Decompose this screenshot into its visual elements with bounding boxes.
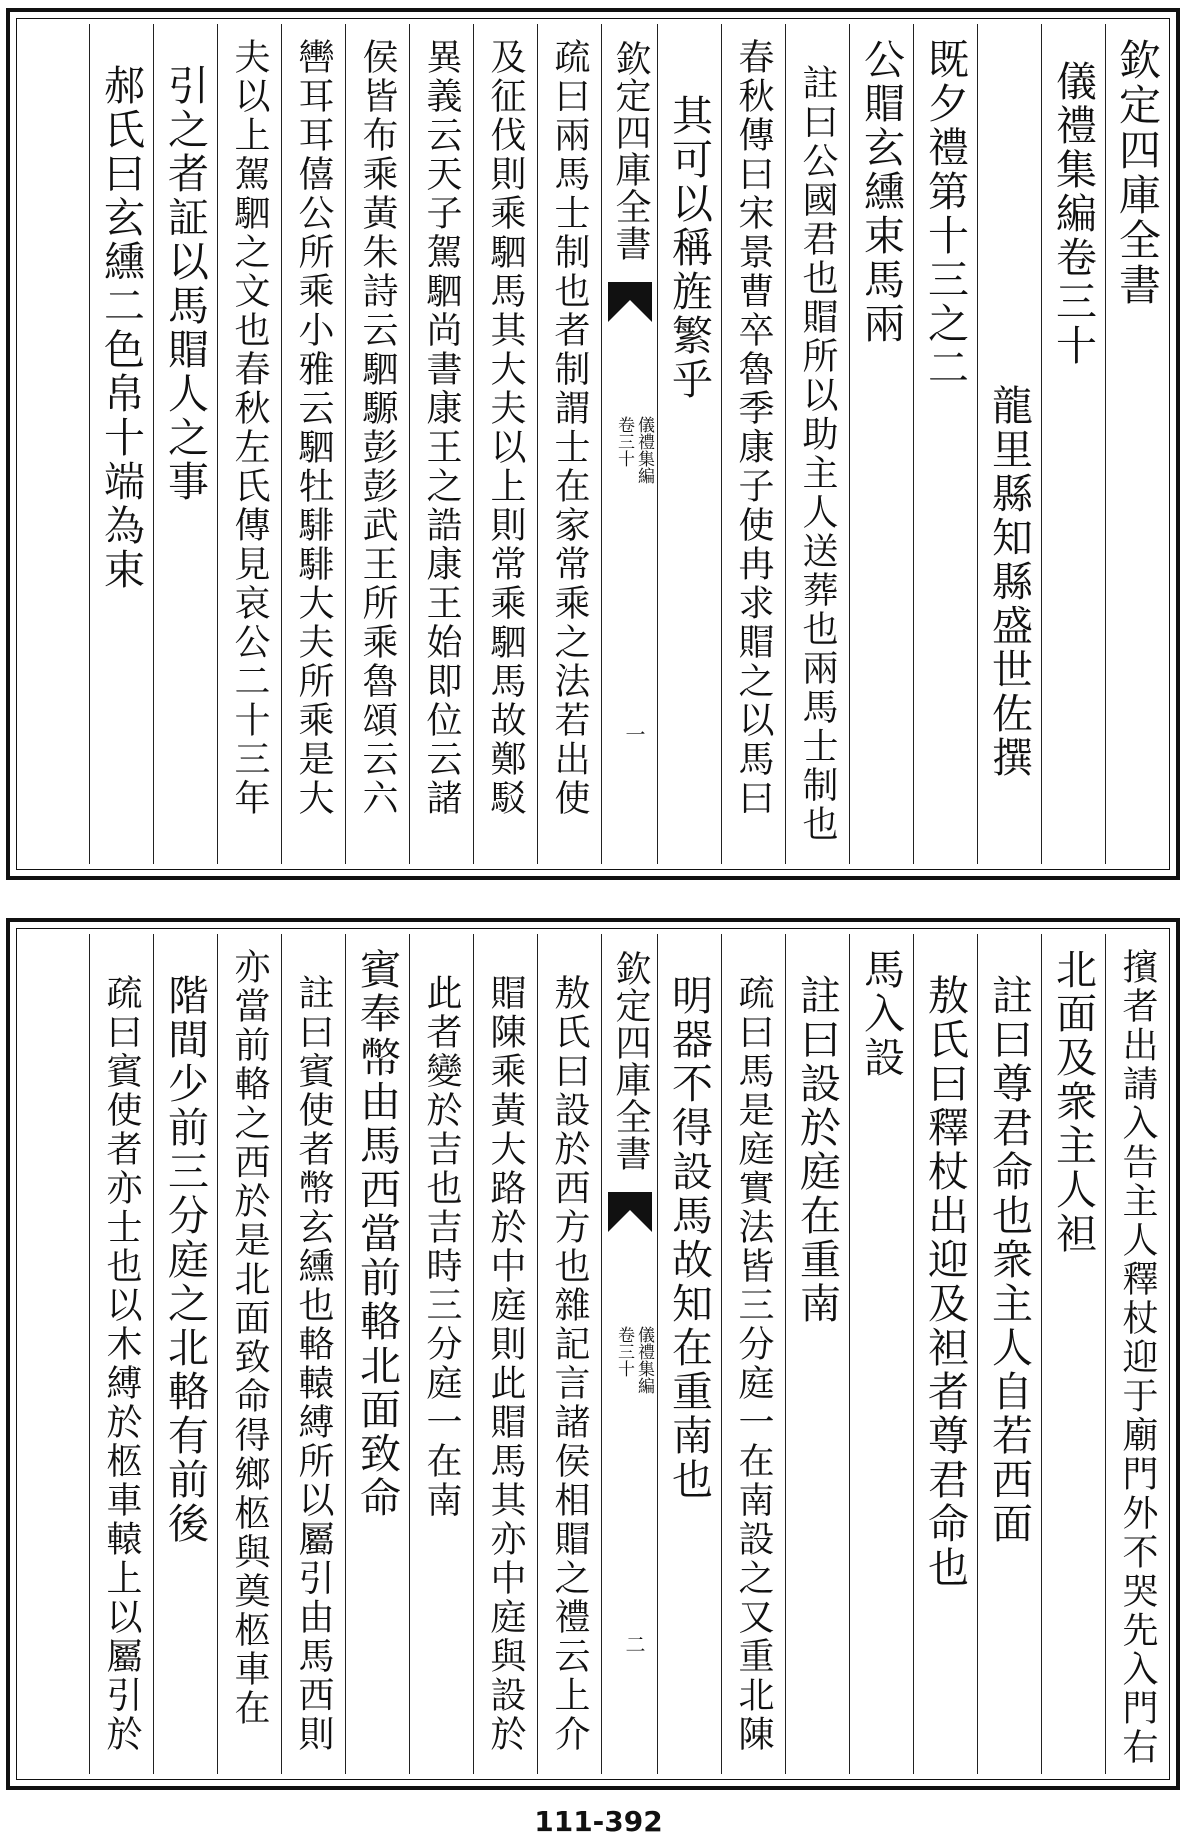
text-column: 敖氏曰釋杖出迎及袒者尊君命也 (913, 934, 977, 1774)
center-volume: 儀禮集編 卷三十 (614, 1326, 654, 1394)
text-column: 夫以上駕駟之文也春秋左氏傳見哀公二十三年 (217, 24, 281, 864)
page-upper (6, 8, 1180, 880)
text-column: 龍里縣知縣盛世佐撰 (977, 24, 1041, 864)
text-column: 公賵玄纁束馬兩 (849, 24, 913, 864)
text-column: 註曰設於庭在重南 (785, 934, 849, 1774)
text-column: 異義云天子駕駟尚書康王之誥康王始即位云諸 (409, 24, 473, 864)
text-column: 引之者証以馬賵人之事 (153, 24, 217, 864)
text-column: 疏曰兩馬士制也者制謂士在家常乘之法若出使 (537, 24, 601, 864)
text-column: 賓奉幣由馬西當前輅北面致命 (345, 934, 409, 1774)
fish-tail-icon (608, 282, 652, 322)
page-footer-number: 111-392 (534, 1805, 663, 1838)
text-column: 侯皆布乘黃朱詩云駟騵彭彭武王所乘魯頌云六 (345, 24, 409, 864)
text-column: 階間少前三分庭之北輅有前後 (153, 934, 217, 1774)
text-column: 郝氏曰玄纁二色帛十端為束 (89, 24, 153, 864)
text-column: 亦當前輅之西於是北面致命得鄉柩與奠柩車在 (217, 934, 281, 1774)
text-column: 賵陳乘黃大路於中庭則此賵馬其亦中庭與設於 (473, 934, 537, 1774)
center-fold (601, 24, 657, 864)
text-column: 註曰尊君命也衆主人自若西面 (977, 934, 1041, 1774)
text-column: 疏曰馬是庭實法皆三分庭一在南設之又重北陳 (721, 934, 785, 1774)
text-column: 疏曰賓使者亦士也以木縛於柩車轅上以屬引於 (89, 934, 153, 1774)
text-column: 春秋傳曰宋景曹卒魯季康子使冉求賵之以馬曰 (721, 24, 785, 864)
text-column: 既夕禮第十三之二 (913, 24, 977, 864)
text-column: 明器不得設馬故知在重南也 (657, 934, 721, 1774)
center-header: 欽定四庫全書 (610, 950, 651, 1172)
center-page-number: 一 (622, 724, 646, 744)
text-column: 轡耳耳僖公所乘小雅云駟牡騑騑大夫所乘是大 (281, 24, 345, 864)
text-column: 馬入設 (849, 934, 913, 1774)
text-column: 及征伐則乘駟馬其大夫以上則常乘駟馬故鄭駁 (473, 24, 537, 864)
fish-tail-icon (608, 1192, 652, 1232)
text-column: 擯者出請入告主人釋杖迎于廟門外不哭先入門右 (1105, 934, 1169, 1774)
center-page-number: 二 (622, 1634, 646, 1654)
text-column: 其可以稱旌繁乎 (657, 24, 721, 864)
center-volume: 儀禮集編 卷三十 (614, 416, 654, 484)
text-column: 敖氏曰設於西方也雜記言諸侯相賵之禮云上介 (537, 934, 601, 1774)
page-lower (6, 918, 1180, 1790)
center-header: 欽定四庫全書 (610, 40, 651, 262)
text-column: 註曰賓使者幣玄纁也輅轅縛所以屬引由馬西則 (281, 934, 345, 1774)
text-column: 欽定四庫全書 (1105, 24, 1169, 864)
text-column: 註曰公國君也賵所以助主人送葬也兩馬士制也 (785, 24, 849, 864)
center-fold (601, 934, 657, 1774)
text-column: 此者變於吉也吉時三分庭一在南 (409, 934, 473, 1774)
text-column: 北面及衆主人袒 (1041, 934, 1105, 1774)
text-column: 儀禮集編卷三十 (1041, 24, 1105, 864)
